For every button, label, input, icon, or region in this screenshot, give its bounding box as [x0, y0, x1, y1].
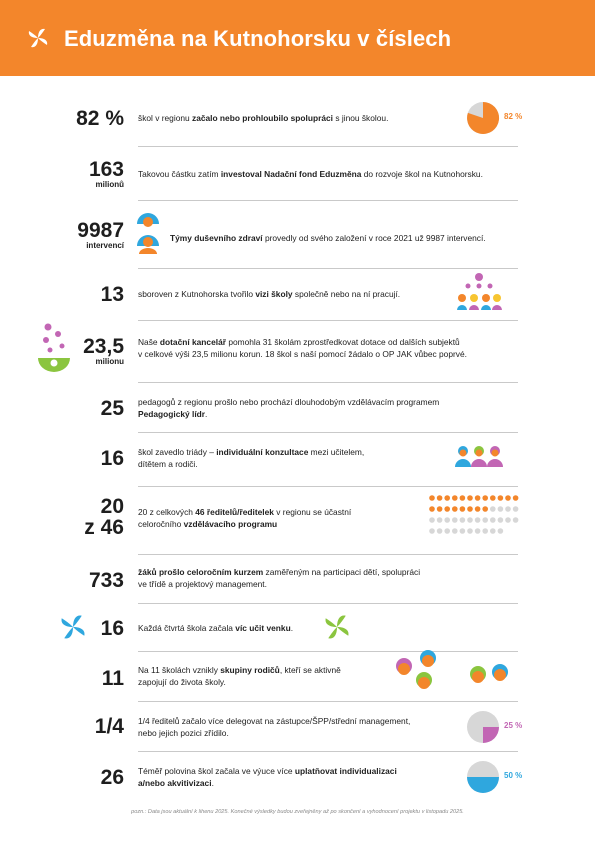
stat-number: 26 [100, 766, 124, 789]
divider [138, 382, 518, 383]
director-dot [498, 517, 504, 523]
director-dot-participating [482, 506, 488, 512]
divider [138, 486, 518, 487]
stat-number: 82 % [76, 107, 124, 130]
pct-label: 82 % [504, 112, 523, 121]
stat-text: škol zavedlo triády – individuální konzultace mezi učitelem, dítětem a rodiči. [138, 447, 365, 469]
stat-text: Na 11 školách vznikly skupiny rodičů, kteří se aktivně zapojují do života školy. [138, 665, 341, 687]
stat-text: pedagogů z regionu prošlo nebo prochází dlouhodobým vzdělávacím programem Pedagogický lídr. [138, 397, 440, 419]
stat-text: sboroven z Kutnohorska tvořilo vizi školy společně nebo na ní pracují. [138, 289, 401, 299]
director-dot [437, 528, 443, 534]
director-dot-participating [467, 495, 473, 501]
director-dot [498, 528, 504, 534]
director-dot [513, 517, 519, 523]
director-dot [498, 506, 504, 512]
director-dot-participating [467, 506, 473, 512]
director-dots-chart [428, 494, 520, 540]
pie-25-icon [466, 710, 500, 744]
director-dot [467, 517, 473, 523]
stat-number: 733 [88, 569, 124, 592]
divider [138, 701, 518, 702]
director-dot-participating [490, 495, 496, 501]
stat-number: 1/4 [94, 715, 124, 738]
stat-number: 20 z 46 [84, 495, 124, 539]
director-dot-participating [505, 495, 511, 501]
director-dot-participating [429, 495, 435, 501]
director-dot [475, 528, 481, 534]
divider [138, 432, 518, 433]
director-dot-participating [482, 495, 488, 501]
director-dot-participating [452, 506, 458, 512]
director-dot [444, 517, 450, 523]
stat-number: 25 [100, 397, 124, 420]
director-dot-participating [437, 506, 443, 512]
school-vision-group-icon [454, 272, 504, 312]
director-dot-participating [475, 506, 481, 512]
divider [138, 751, 518, 752]
pie-50-icon [466, 760, 500, 794]
divider [138, 200, 518, 201]
stat-number: 23,5 milionu [83, 335, 124, 366]
divider [138, 603, 518, 604]
triad-people-icon [454, 444, 504, 468]
director-dot-participating [460, 506, 466, 512]
stat-text: 20 z celkových 46 ředitelů/ředitelek v regionu se účastní celoročního vzdělávacího programu [138, 507, 352, 529]
stat-number: 11 [101, 667, 124, 690]
director-dot [505, 517, 511, 523]
stat-number: 16 [100, 447, 124, 470]
director-dot [490, 517, 496, 523]
director-dot [490, 506, 496, 512]
pie-82-icon [466, 101, 500, 135]
page-header [0, 0, 595, 76]
stat-text: škol v regionu začalo nebo prohloubilo spolupráci s jinou školou. [138, 113, 389, 123]
director-dot [482, 517, 488, 523]
divider [138, 554, 518, 555]
stat-text: Takovou částku zatím investoval Nadační fond Eduzměna do rozvoje škol na Kutnohorsku. [138, 169, 483, 179]
stat-text: 1/4 ředitelů začalo více delegovat na zástupce/ŠPP/střední management, nebo jejich pozici zřídilo. [138, 716, 411, 738]
stat-number: 16 [100, 617, 124, 640]
page-title: Eduzměna na Kutnohorsku v číslech [64, 26, 452, 51]
pinwheel-icon [26, 26, 50, 50]
pct-label: 50 % [504, 771, 523, 780]
director-dot [505, 506, 511, 512]
director-dot [444, 528, 450, 534]
stat-text: Každá čtvrtá škola začala víc učit venku. [138, 623, 294, 633]
director-dot-participating [513, 495, 519, 501]
stat-number: 9987 intervencí [77, 219, 124, 250]
director-dot [467, 528, 473, 534]
stat-number: 163 milionů [88, 158, 124, 189]
director-dot [429, 517, 435, 523]
stat-text: Téměř polovina škol začala ve výuce více uplatňovat individualizaci a/nebo akvitivizaci. [138, 766, 397, 788]
director-dot-participating [452, 495, 458, 501]
director-dot [490, 528, 496, 534]
director-dot [482, 528, 488, 534]
director-dot-participating [444, 506, 450, 512]
director-dot [460, 517, 466, 523]
divider [138, 320, 518, 321]
parents-group-icon [390, 644, 510, 694]
stat-number: 13 [100, 283, 124, 306]
director-dot-participating [498, 495, 504, 501]
director-dot-participating [475, 495, 481, 501]
director-dot-participating [437, 495, 443, 501]
director-dot [513, 506, 519, 512]
director-dot-participating [444, 495, 450, 501]
pct-label: 25 % [504, 721, 523, 730]
director-dot [460, 528, 466, 534]
stat-text: Naše dotační kancelář pomohla 31 školám zprostředkovat dotace od dalších subjektů v celkové výši 23,5 milionu korun. 18 škol s naší pomocí žádalo o OP JAK vůbec poprvé. [138, 337, 467, 359]
stat-text: Týmy duševního zdraví provedly od svého založení v roce 2021 už 9987 intervencí. [170, 233, 486, 243]
stat-text: žáků prošlo celoročním kurzem zaměřeným na participaci dětí, spolupráci ve třídě a projektový management. [138, 567, 421, 589]
director-dot [475, 517, 481, 523]
divider [138, 146, 518, 147]
pinwheel-green-icon [322, 612, 352, 642]
director-dot [429, 528, 435, 534]
director-dot [437, 517, 443, 523]
divider [138, 268, 518, 269]
director-dot-participating [460, 495, 466, 501]
mental-health-team-icon [135, 212, 161, 256]
footnote: pozn.: Data jsou aktuální k lihenu 2025. Konečné výsledky budou zveřejněny až po skončení a vyhodnocení projektu v listopadu 2025. [131, 809, 464, 815]
director-dot [452, 528, 458, 534]
director-dot-participating [429, 506, 435, 512]
director-dot [452, 517, 458, 523]
